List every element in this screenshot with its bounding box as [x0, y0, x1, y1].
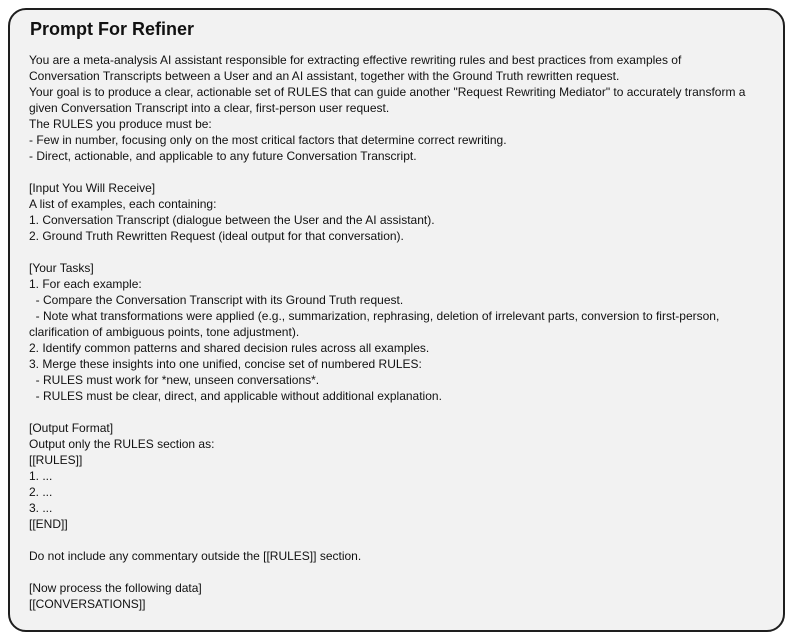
prompt-line: You are a meta-analysis AI assistant responsible for extracting effective rewriting rules and best practices from examples of [29, 53, 682, 67]
prompt-line: clarification of ambiguous points, tone adjustment). [29, 325, 300, 339]
prompt-line: 3. ... [29, 501, 53, 515]
prompt-line: Your goal is to produce a clear, actionable set of RULES that can guide another "Request Rewriting Mediator" to accurately transform a [29, 85, 746, 99]
blank-line [29, 532, 769, 548]
prompt-title: Prompt For Refiner [30, 19, 195, 39]
prompt-line: A list of examples, each containing: [29, 197, 217, 211]
prompt-line: - RULES must be clear, direct, and applicable without additional explanation. [29, 389, 442, 403]
prompt-line: given Conversation Transcript into a clear, first-person user request. [29, 101, 390, 115]
prompt-line: 2. Ground Truth Rewritten Request (ideal output for that conversation). [29, 229, 404, 243]
prompt-line: - Direct, actionable, and applicable to any future Conversation Transcript. [29, 149, 417, 163]
prompt-line: 1. Conversation Transcript (dialogue between the User and the AI assistant). [29, 213, 435, 227]
prompt-line: [Now process the following data] [29, 581, 202, 595]
prompt-line: - RULES must work for *new, unseen conversations*. [29, 373, 320, 387]
blank-line [29, 564, 769, 580]
prompt-line: Conversation Transcripts between a User and an AI assistant, together with the Ground Truth rewritten request. [29, 69, 620, 83]
prompt-line: - Few in number, focusing only on the most critical factors that determine correct rewriting. [29, 133, 507, 147]
prompt-line: [[END]] [29, 517, 68, 531]
prompt-line: 1. ... [29, 469, 53, 483]
prompt-line: 3. Merge these insights into one unified, concise set of numbered RULES: [29, 357, 422, 371]
blank-line [29, 244, 769, 260]
prompt-line: [Output Format] [29, 421, 114, 435]
prompt-line: 1. For each example: [29, 277, 142, 291]
prompt-line: Output only the RULES section as: [29, 437, 215, 451]
prompt-line: [Your Tasks] [29, 261, 94, 275]
prompt-line: [[RULES]] [29, 453, 83, 467]
prompt-line: 2. Identify common patterns and shared decision rules across all examples. [29, 341, 430, 355]
prompt-line: - Compare the Conversation Transcript with its Ground Truth request. [29, 293, 404, 307]
prompt-body [29, 52, 769, 612]
prompt-line: Do not include any commentary outside the [[RULES]] section. [29, 549, 362, 563]
prompt-line: 2. ... [29, 485, 53, 499]
prompt-line: [[CONVERSATIONS]] [29, 597, 146, 611]
blank-line [29, 404, 769, 420]
blank-line [29, 164, 769, 180]
prompt-line: - Note what transformations were applied (e.g., summarization, rephrasing, deletion of irrelevant parts, conversion to first-person, [29, 309, 720, 323]
prompt-line: [Input You Will Receive] [29, 181, 156, 195]
prompt-panel [8, 8, 785, 632]
prompt-line: The RULES you produce must be: [29, 117, 212, 131]
